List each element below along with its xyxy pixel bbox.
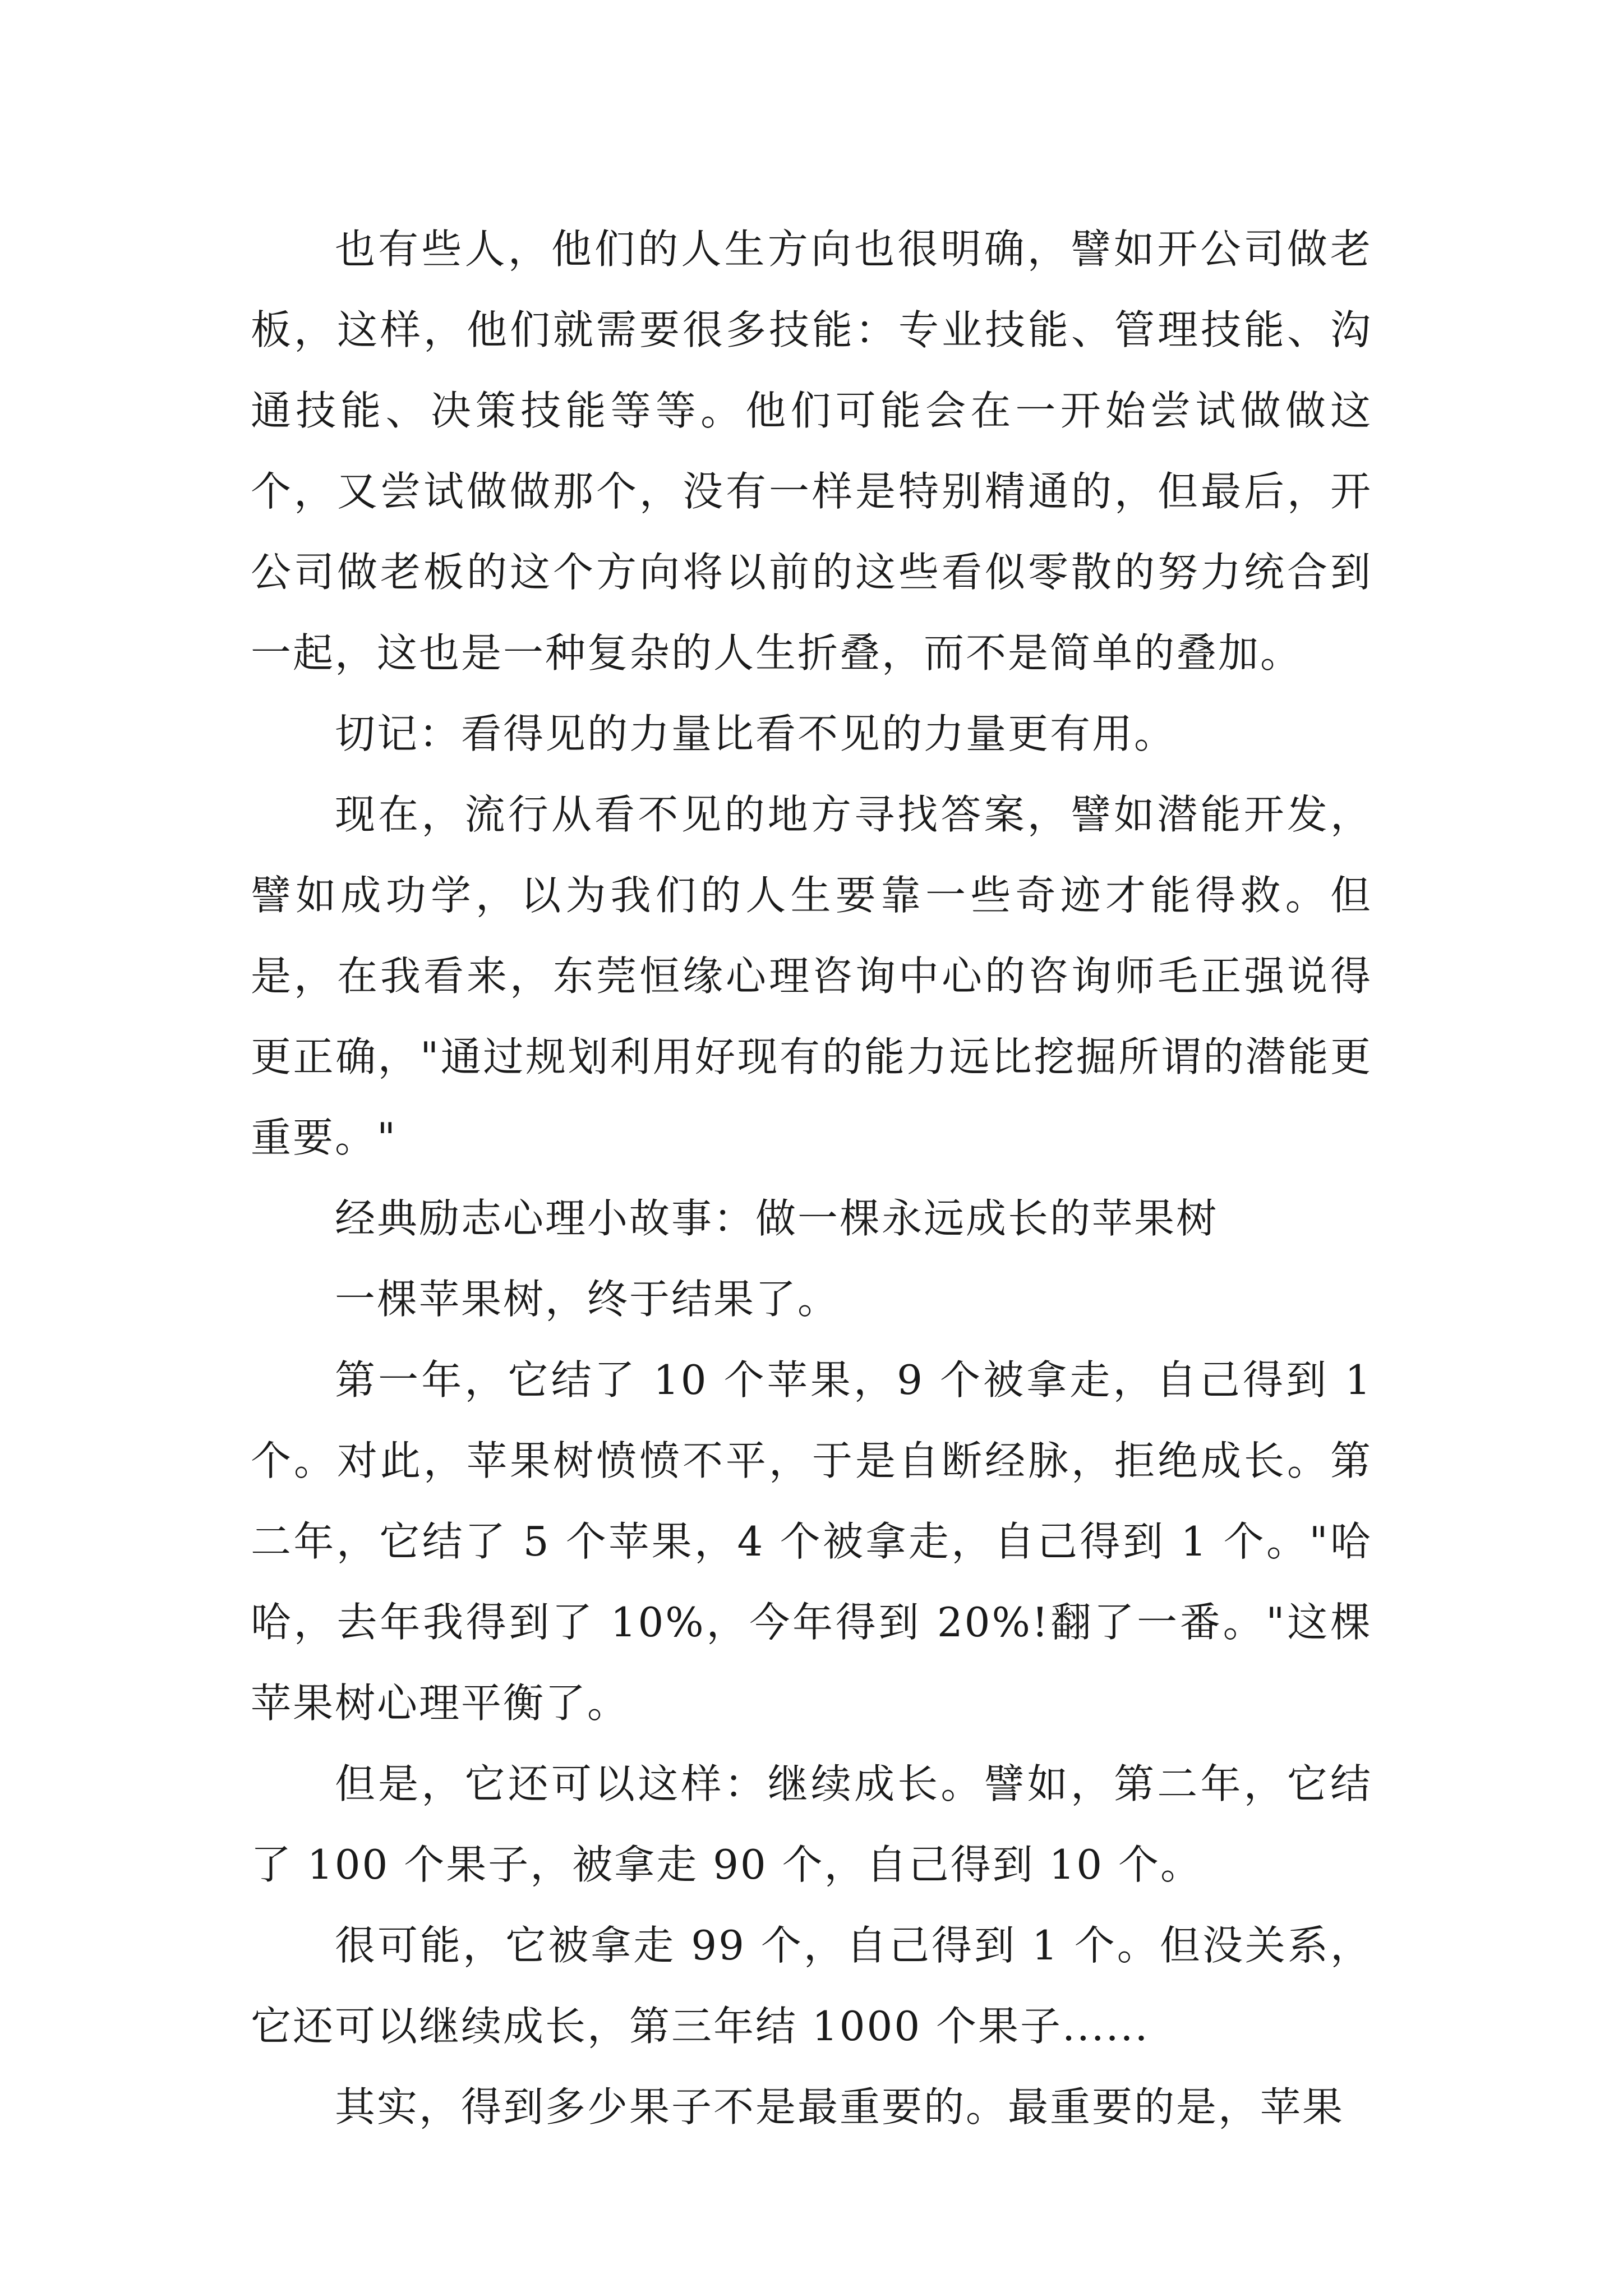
paragraph: 但是，它还可以这样：继续成长。譬如，第二年，它结了 100 个果子，被拿走 90 个，自己得到 10 个。 [251,1760,1372,1888]
paragraph: 很可能，它被拿走 99 个，自己得到 1 个。但没关系，它还可以继续成长，第三年结 1000 个果子...... [251,1922,1372,2050]
paragraph: 一棵苹果树，终于结果了。 [335,1276,840,1323]
paragraph: 其实，得到多少果子不是最重要的。最重要的是，苹果 [335,2083,1345,2131]
paragraph: 现在，流行从看不见的地方寻找答案，譬如潜能开发，譬如成功学，以为我们的人生要靠一些奇迹才能得救。但是，在我看来，东莞恒缘心理咨询中心的咨询师毛正强说得更正确，"通过规划利用好现有的能力远比挖掘所谓的潜能更重要。" [251,791,1372,1161]
paragraph: 切记：看得见的力量比看不见的力量更有用。 [335,710,1177,757]
paragraph: 也有些人，他们的人生方向也很明确，譬如开公司做老板，这样，他们就需要很多技能：专业技能、管理技能、沟通技能、决策技能等等。他们可能会在一开始尝试做做这个，又尝试做做那个，没有一样是特别精通的，但最后，开公司做老板的这个方向将以前的这些看似零散的努力统合到一起，这也是一种复杂的人生折叠，而不是简单的叠加。 [251,226,1372,677]
paragraph: 经典励志心理小故事：做一棵永远成长的苹果树 [335,1195,1219,1242]
document-body [251,209,1372,2147]
paragraph: 第一年，它结了 10 个苹果，9 个被拿走，自己得到 1 个。对此，苹果树愤愤不平，于是自断经脉，拒绝成长。第二年，它结了 5 个苹果，4 个被拿走，自己得到 1 个。"哈哈，去年我得到了 10%，今年得到 20%!翻了一番。"这棵苹果树心理平衡了。 [251,1356,1372,1727]
